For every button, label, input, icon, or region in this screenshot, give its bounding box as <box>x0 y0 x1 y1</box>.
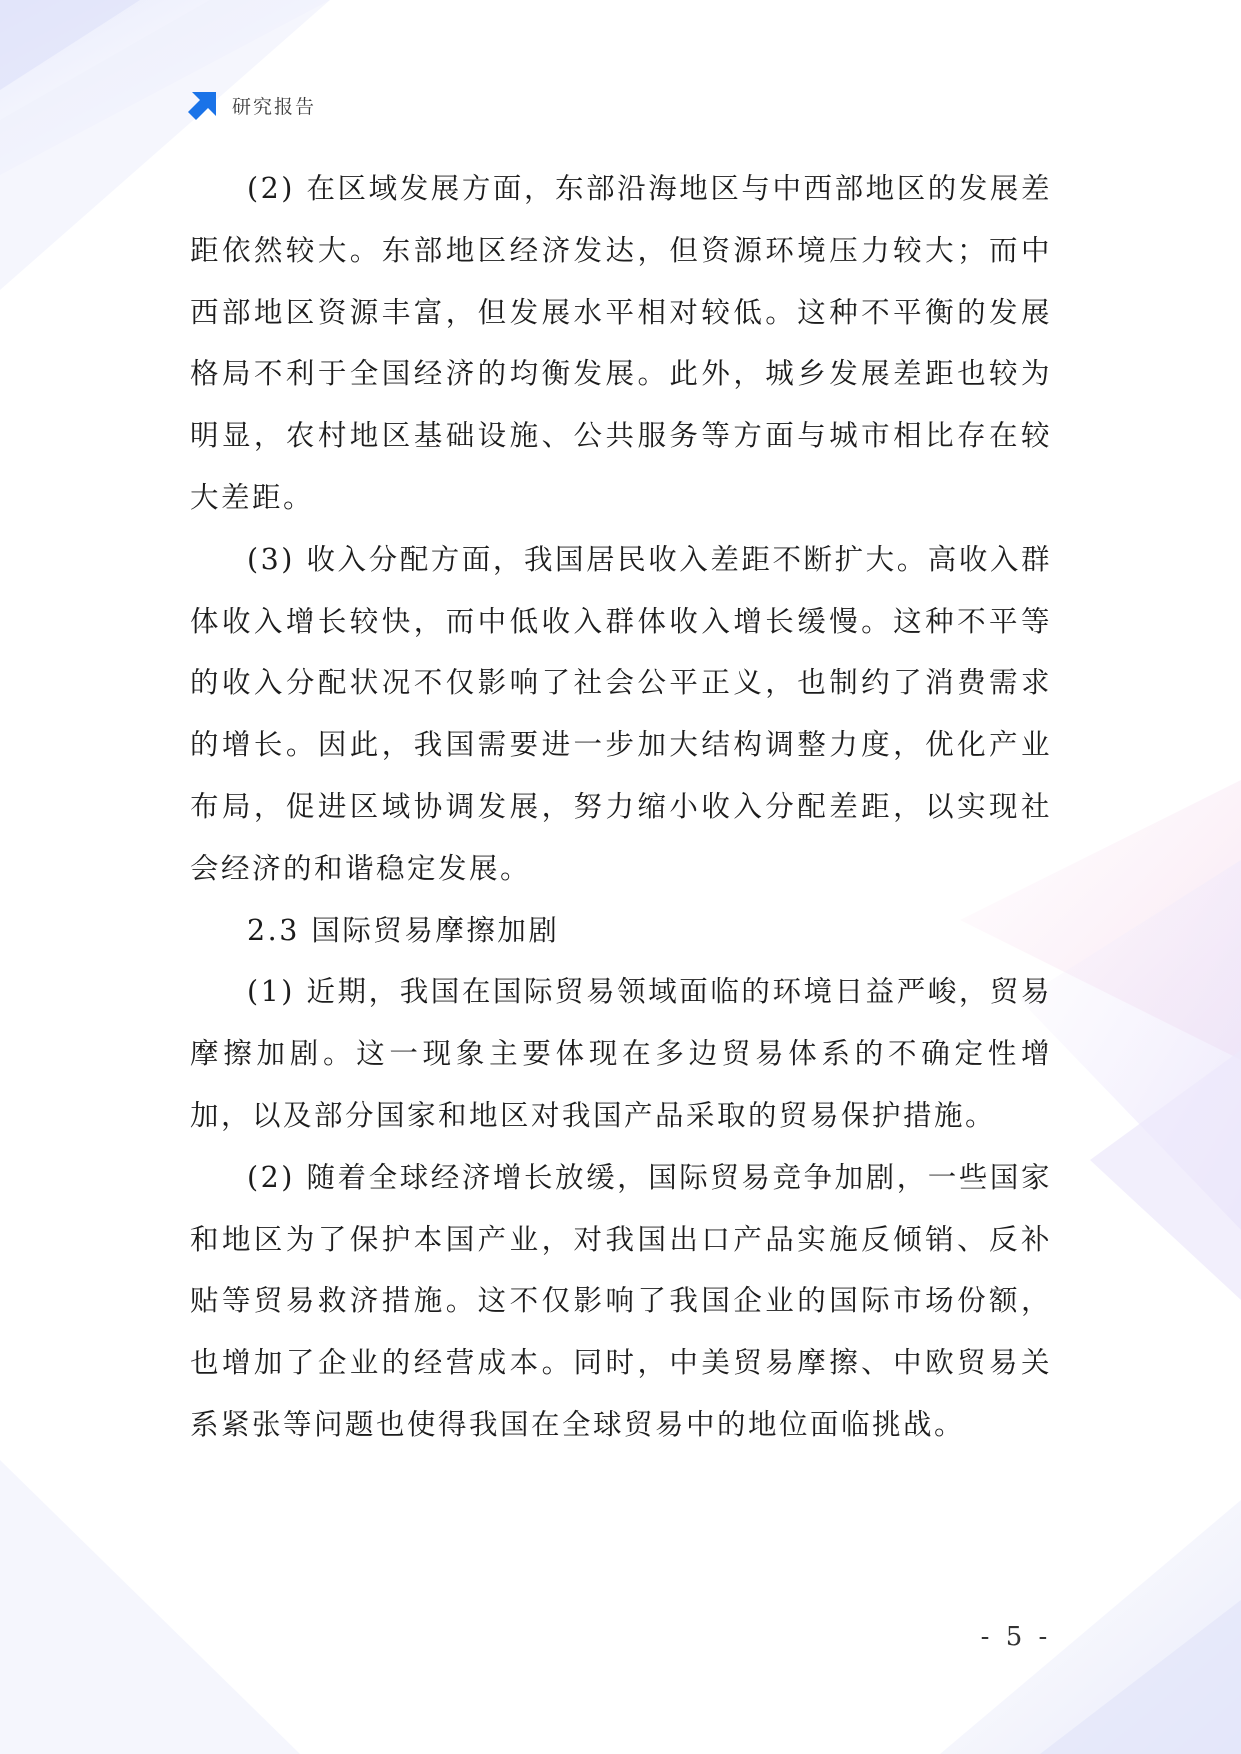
paragraph-trade-environment: (1) 近期，我国在国际贸易领域面临的环境日益严峻，贸易摩擦加剧。这一现象主要体现在多边贸易体系的不确定性增加，以及部分国家和地区对我国产品采取的贸易保护措施。 <box>190 975 1052 1132</box>
document-body <box>190 158 1052 1456</box>
paragraph-regional-development: (2) 在区域发展方面，东部沿海地区与中西部地区的发展差距依然较大。东部地区经济发达，但资源环境压力较大；而中西部地区资源丰富，但发展水平相对较低。这种不平衡的发展格局不利于全国经济的均衡发展。此外，城乡发展差距也较为明显，农村地区基础设施、公共服务等方面与城市相比存在较大差距。 <box>190 172 1052 514</box>
paragraph-trade-competition: (2) 随着全球经济增长放缓，国际贸易竞争加剧，一些国家和地区为了保护本国产业，对我国出口产品实施反倾销、反补贴等贸易救济措施。这不仅影响了我国企业的国际市场份额，也增加了企业的经营成本。同时，中美贸易摩擦、中欧贸易关系紧张等问题也使得我国在全球贸易中的地位面临挑战。 <box>190 1160 1052 1441</box>
page-header <box>186 88 316 122</box>
section-heading: 2.3 国际贸易摩擦加剧 <box>247 913 560 947</box>
paragraph-income-distribution: (3) 收入分配方面，我国居民收入差距不断扩大。高收入群体收入增长较快，而中低收入群体收入增长缓慢。这种不平等的收入分配状况不仅影响了社会公平正义，也制约了消费需求的增长。因此，我国需要进一步加大结构调整力度，优化产业布局，促进区域协调发展，努力缩小收入分配差距，以实现社会经济的和谐稳定发展。 <box>190 542 1052 885</box>
header-label: 研究报告 <box>232 95 317 118</box>
arrow-up-right-icon <box>186 88 220 122</box>
page-number: - 5 - <box>980 1622 1052 1652</box>
